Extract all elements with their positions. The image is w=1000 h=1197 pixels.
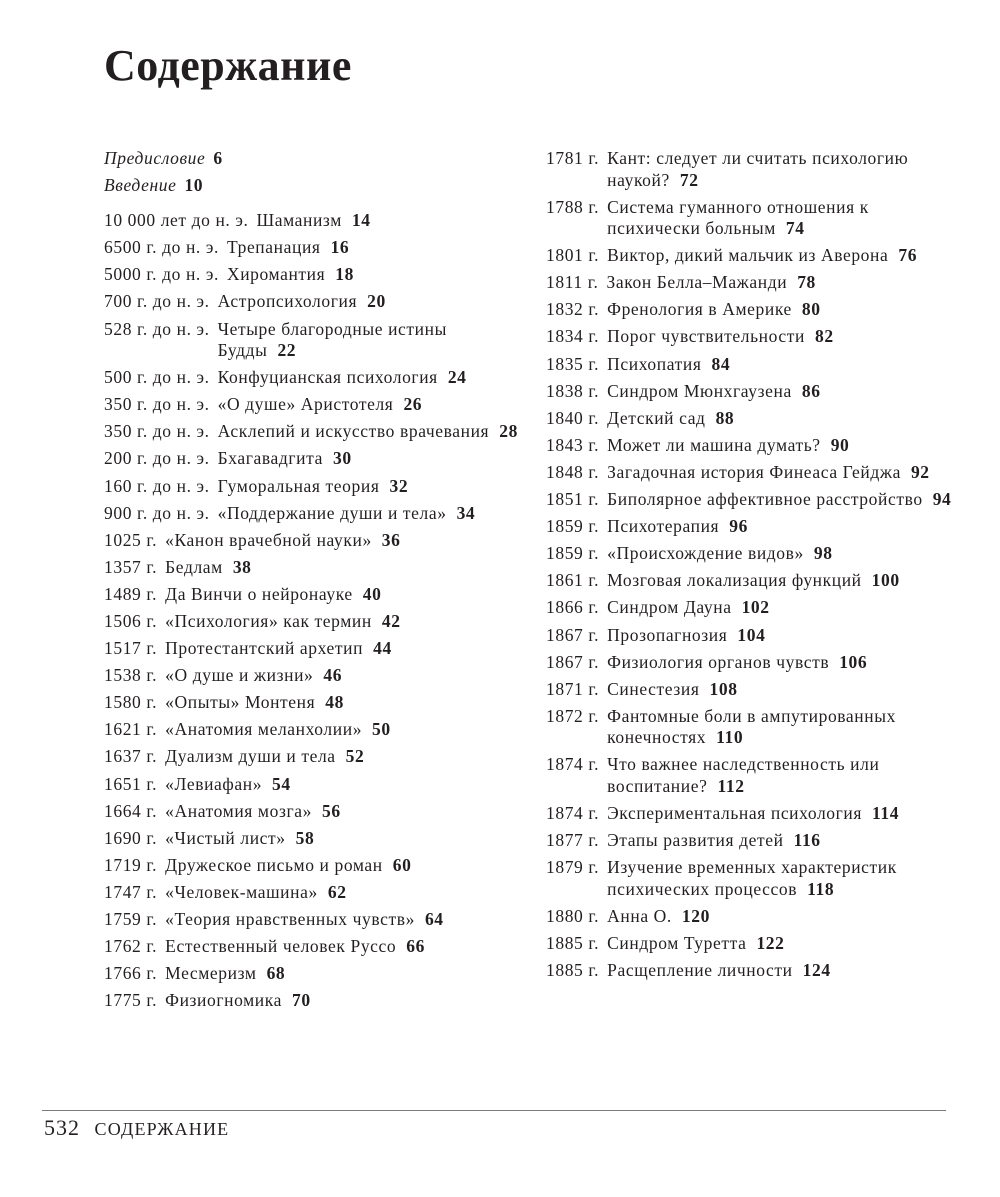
toc-page-number: 122 (756, 932, 785, 953)
toc-entry-title: Система гуманного отношения к психически больным (607, 196, 869, 239)
toc-entry-body (165, 882, 524, 904)
toc-entry-body (165, 990, 524, 1012)
toc-page-number: 92 (910, 461, 930, 482)
toc-entry-title: Шаманизм (256, 210, 342, 231)
toc-page-number: 124 (802, 959, 831, 980)
toc-entry (104, 909, 524, 931)
toc-entry-title: «Анатомия меланхолии» (165, 719, 363, 740)
toc-entry (104, 963, 524, 985)
toc-entry-date: 1621 г. (104, 719, 158, 740)
toc-entry-body (218, 394, 524, 416)
toc-entry-body (607, 830, 956, 852)
toc-entry-title: «Опыты» Монтеня (165, 692, 316, 713)
toc-entry (104, 638, 524, 660)
toc-entry (546, 148, 956, 191)
toc-page-number: 70 (291, 990, 311, 1011)
toc-entry-body (607, 245, 956, 267)
toc-entry-title: Психотерапия (607, 516, 720, 537)
toc-page-number: 118 (807, 878, 835, 899)
toc-entry-body (607, 148, 956, 191)
toc-page-number: 100 (871, 570, 900, 591)
toc-page-number: 80 (801, 299, 821, 320)
toc-entry-date: 1885 г. (546, 959, 600, 980)
toc-entry (104, 584, 524, 606)
toc-entry-title: Синдром Мюнхгаузена (607, 380, 792, 401)
toc-entry (546, 803, 956, 825)
toc-entry (104, 237, 524, 259)
running-footer-label: СОДЕРЖАНИЕ (94, 1119, 230, 1139)
toc-entry-body (607, 933, 956, 955)
toc-page-number: 54 (272, 773, 291, 794)
toc-entry-body (165, 801, 524, 823)
toc-page-number: 58 (295, 827, 315, 848)
intro-list (104, 148, 524, 197)
toc-entry (104, 367, 524, 389)
toc-entry-date: 1357 г. (104, 556, 158, 577)
toc-entry-date: 1651 г. (104, 773, 158, 794)
toc-entry-title: Прозопагнозия (607, 624, 728, 645)
toc-entry-date: 1801 г. (546, 245, 600, 266)
footer-divider (42, 1110, 946, 1111)
toc-entry-body (218, 319, 524, 362)
toc-entry (546, 354, 956, 376)
toc-entry-title: Синдром Туретта (607, 932, 747, 953)
toc-entry (546, 679, 956, 701)
toc-entry-date: 160 г. до н. э. (104, 475, 210, 496)
toc-entry-body (607, 625, 956, 647)
toc-entry-date: 1664 г. (104, 800, 158, 821)
toc-entry-title: Да Винчи о нейронауке (165, 583, 353, 604)
toc-entry-date: 1872 г. (546, 705, 600, 726)
toc-entry-title: Анна О. (607, 905, 672, 926)
toc-entry-title: Изучение временных характеристик психических процессов (607, 857, 897, 899)
toc-entry-date: 700 г. до н. э. (104, 291, 210, 312)
toc-entry (546, 326, 956, 348)
toc-page-number: 120 (681, 905, 710, 926)
toc-page-number: 74 (785, 218, 805, 239)
toc-entry-date: 1781 г. (546, 148, 600, 168)
toc-entry-title: Загадочная история Финеаса Гейджа (607, 461, 901, 482)
toc-entry-date: 1843 г. (546, 434, 600, 455)
toc-entry-body (607, 462, 956, 484)
toc-entry-body (165, 774, 524, 796)
toc-entry-body (607, 299, 956, 321)
toc-entry (546, 272, 956, 294)
toc-page-number: 60 (392, 854, 412, 875)
toc-entry-body (607, 516, 956, 538)
toc-entry (104, 990, 524, 1012)
toc-entry-date: 1811 г. (546, 272, 599, 293)
toc-entry-body (256, 210, 524, 232)
toc-entry-title: Этапы развития детей (607, 830, 784, 851)
toc-page-number: 116 (793, 830, 821, 851)
toc-entry (546, 706, 956, 749)
toc-entry-title: Что важнее наследственность или воспитание? (607, 754, 880, 796)
toc-entry-body (227, 264, 524, 286)
toc-entry (546, 462, 956, 484)
toc-entry-body (165, 584, 524, 606)
toc-page-number: 42 (381, 611, 401, 631)
toc-page-number: 108 (709, 678, 738, 699)
toc-entry (546, 570, 956, 592)
toc-entry-title: Детский сад (607, 407, 706, 428)
toc-entry-body (218, 448, 524, 470)
toc-intro-entry (104, 148, 524, 170)
toc-page-number: 36 (381, 529, 401, 550)
toc-entry-date: 500 г. до н. э. (104, 367, 210, 388)
toc-entry-title: Френология в Америке (607, 299, 792, 320)
toc-page-number: 82 (815, 326, 834, 347)
toc-entry-title: Фантомные боли в ампутированных конечностях (607, 705, 896, 748)
toc-entry-title: Дружеское письмо и роман (165, 854, 383, 875)
toc-entry-body (165, 909, 524, 931)
toc-entry-title: Психопатия (607, 353, 702, 374)
toc-entry (104, 394, 524, 416)
toc-entry-body (607, 197, 956, 240)
toc-entry-date: 1838 г. (546, 380, 600, 401)
toc-page-number: 88 (715, 407, 735, 428)
toc-entry-body (607, 326, 956, 348)
toc-entry-body (165, 692, 524, 714)
toc-entry-title: Закон Белла–Мажанди (606, 272, 788, 293)
toc-entry-date: 528 г. до н. э. (104, 318, 210, 339)
toc-page-number: 62 (327, 881, 347, 902)
toc-entry-body (165, 638, 524, 660)
toc-entry (546, 516, 956, 538)
toc-left-column (104, 148, 524, 1017)
toc-entry-title: «Происхождение видов» (607, 543, 804, 564)
toc-entry-date: 1766 г. (104, 963, 158, 984)
toc-entry-title: Физиогномика (165, 990, 282, 1011)
toc-entry-title: Месмеризм (165, 963, 257, 984)
toc-entry-date: 1506 г. (104, 611, 158, 631)
toc-page-number: 26 (403, 394, 423, 415)
toc-entry (104, 557, 524, 579)
toc-page-number: 38 (232, 556, 252, 577)
toc-entry-body (165, 611, 524, 633)
toc-page-number: 104 (737, 624, 766, 645)
toc-entry-date: 1775 г. (104, 990, 158, 1011)
intro-gap (104, 202, 524, 210)
toc-page-number: 64 (424, 909, 444, 930)
toc-entry-body (607, 354, 956, 376)
toc-entry-date: 1867 г. (546, 651, 600, 672)
toc-entry-date: 1832 г. (546, 299, 600, 320)
toc-entry-title: Мозговая локализация функций (607, 570, 862, 591)
toc-entry-title: «Человек-машина» (165, 881, 318, 902)
toc-entry-date: 6500 г. до н. э. (104, 237, 219, 258)
toc-entry-body (218, 291, 524, 313)
toc-entry-date: 350 г. до н. э. (104, 394, 210, 415)
toc-entry-body (607, 570, 956, 592)
toc-entry-title: Бхагавадгита (217, 448, 323, 469)
toc-entry-date: 200 г. до н. э. (104, 448, 210, 469)
toc-entry-title: Хиромантия (226, 264, 326, 285)
toc-entry (104, 448, 524, 470)
toc-entry (546, 543, 956, 565)
toc-entry (546, 408, 956, 430)
toc-entry (546, 489, 956, 511)
toc-entry-date: 1885 г. (546, 932, 600, 953)
toc-entry-title: Конфуцианская психология (217, 367, 438, 388)
toc-page-number: 50 (372, 719, 391, 740)
toc-entry (104, 936, 524, 958)
toc-entry-body (165, 719, 524, 741)
toc-entry-body (607, 543, 956, 565)
toc-page-number: 56 (321, 800, 341, 821)
toc-entry-body (165, 557, 524, 579)
toc-page-number: 20 (367, 291, 386, 312)
toc-entry (104, 503, 524, 525)
toc-entry-body (607, 754, 956, 797)
toc-page-number: 102 (741, 597, 770, 618)
toc-entry-date: 1690 г. (104, 827, 158, 848)
toc-entry-title: «Левиафан» (165, 773, 263, 794)
toc-page-number: 78 (797, 272, 816, 293)
toc-entry (104, 264, 524, 286)
toc-page-number: 112 (717, 775, 745, 796)
toc-entry-date: 1788 г. (546, 196, 600, 217)
toc-entry (546, 933, 956, 955)
toc-entry (104, 828, 524, 850)
toc-entry-title: Синестезия (607, 678, 700, 699)
toc-entry-date: 1759 г. (104, 909, 158, 930)
toc-entry (546, 830, 956, 852)
toc-page-number: 18 (335, 264, 354, 285)
toc-page-number: 34 (456, 502, 476, 523)
toc-page-number: 76 (898, 245, 918, 266)
toc-entry-body (607, 272, 956, 294)
toc-entry-body (165, 530, 524, 552)
toc-page-number: 66 (406, 936, 425, 957)
toc-entry-title: Биполярное аффективное расстройство (607, 489, 923, 510)
toc-entry-body (607, 597, 956, 619)
toc-page-number: 72 (679, 169, 699, 190)
toc-entry (104, 692, 524, 714)
toc-entry (104, 801, 524, 823)
toc-page-number: 16 (330, 237, 350, 258)
toc-entry-body (607, 652, 956, 674)
toc-entry-date: 1874 г. (546, 754, 600, 775)
toc-page-number: 94 (932, 489, 952, 510)
toc-entry-title: «Канон врачебной науки» (165, 529, 372, 550)
toc-entry-title: Естественный человек Руссо (165, 936, 397, 957)
toc-entry-title: Синдром Дауна (607, 597, 732, 618)
toc-entry-title: Кант: следует ли считать психологию наукой? (607, 148, 909, 190)
toc-entry-title: «Чистый лист» (165, 827, 286, 848)
toc-entry-title: Введение (104, 175, 177, 196)
toc-entry (546, 625, 956, 647)
toc-entry-date: 1637 г. (104, 746, 158, 767)
toc-entry (104, 421, 524, 443)
toc-entry (104, 882, 524, 904)
toc-entry-body (218, 503, 524, 525)
toc-list-right (546, 148, 956, 981)
toc-page-number: 68 (266, 963, 286, 984)
toc-entry-title: Гуморальная теория (217, 475, 380, 496)
toc-page-number: 10 (184, 175, 204, 196)
page-footer (44, 1114, 229, 1143)
toc-entry-date: 1747 г. (104, 881, 158, 902)
toc-page-number: 98 (813, 543, 833, 564)
toc-page-number: 106 (839, 651, 868, 672)
toc-entry-date: 1848 г. (546, 461, 600, 482)
toc-entry (546, 435, 956, 457)
toc-entry-date: 1866 г. (546, 597, 600, 618)
toc-entry-title: Виктор, дикий мальчик из Аверона (607, 245, 889, 266)
toc-entry-title: «О душе и жизни» (165, 665, 314, 686)
toc-entry-date: 1719 г. (104, 854, 158, 875)
toc-right-column (546, 148, 956, 987)
toc-page-number: 84 (711, 353, 731, 374)
toc-entry-date: 5000 г. до н. э. (104, 264, 219, 285)
toc-entry-date: 10 000 лет до н. э. (104, 210, 249, 231)
toc-entry-body (607, 489, 956, 511)
toc-entry-date: 900 г. до н. э. (104, 502, 210, 523)
toc-entry-title: Физиология органов чувств (607, 651, 830, 672)
toc-entry-body (165, 855, 524, 877)
toc-page-number: 44 (373, 638, 392, 659)
toc-entry-date: 1025 г. (104, 529, 158, 550)
toc-entry-body (607, 960, 956, 982)
toc-page-number: 46 (323, 665, 343, 686)
toc-entry-title: Может ли машина думать? (607, 434, 821, 455)
toc-entry-date: 1879 г. (546, 857, 600, 878)
toc-page-number: 28 (499, 421, 518, 442)
toc-entry-body (607, 803, 956, 825)
toc-entry (104, 719, 524, 741)
toc-entry (104, 774, 524, 796)
toc-entry-body (165, 828, 524, 850)
toc-entry (104, 210, 524, 232)
toc-page-number: 22 (277, 340, 297, 361)
toc-entry-title: «О душе» Аристотеля (217, 394, 394, 415)
toc-entry-body (218, 367, 524, 389)
toc-entry-date: 1840 г. (546, 407, 600, 428)
toc-entry (546, 906, 956, 928)
toc-entry-date: 1877 г. (546, 830, 600, 851)
toc-entry-date: 1867 г. (546, 624, 600, 645)
toc-entry-date: 1834 г. (546, 326, 600, 347)
toc-page-number: 40 (362, 583, 382, 604)
toc-entry-body (607, 857, 956, 900)
toc-entry (546, 857, 956, 900)
toc-entry-body (607, 435, 956, 457)
toc-page-number: 48 (325, 692, 344, 713)
toc-entry (104, 291, 524, 313)
toc-entry (104, 611, 524, 633)
toc-entry (104, 530, 524, 552)
toc-page-number: 86 (801, 380, 821, 401)
toc-list-left (104, 210, 524, 1012)
toc-page-number: 6 (213, 148, 223, 168)
toc-entry-title: Бедлам (165, 556, 223, 577)
toc-entry (546, 754, 956, 797)
toc-entry-date: 1851 г. (546, 489, 600, 510)
toc-entry-title: Предисловие (104, 148, 206, 168)
toc-entry-title: «Анатомия мозга» (165, 800, 312, 821)
toc-entry (104, 319, 524, 362)
toc-entry-date: 1874 г. (546, 802, 600, 823)
toc-entry (546, 652, 956, 674)
toc-entry (546, 197, 956, 240)
toc-entry-body (165, 963, 524, 985)
toc-entry-date: 1859 г. (546, 543, 600, 564)
toc-entry-date: 350 г. до н. э. (104, 421, 210, 442)
toc-entry-date: 1538 г. (104, 665, 158, 686)
toc-page-number: 52 (345, 746, 365, 767)
toc-page-number: 24 (447, 367, 467, 388)
toc-page-number: 90 (830, 434, 850, 455)
toc-page-number: 14 (351, 210, 371, 231)
toc-entry-date: 1861 г. (546, 570, 600, 591)
toc-page-number: 96 (729, 516, 748, 537)
page-number: 532 (44, 1115, 80, 1140)
toc-entry (104, 855, 524, 877)
toc-entry-title: Дуализм души и тела (165, 746, 336, 767)
toc-entry-date: 1871 г. (546, 678, 600, 699)
toc-page-number: 114 (872, 802, 900, 823)
toc-intro-entry (104, 175, 524, 197)
toc-entry-body (165, 936, 524, 958)
toc-entry (546, 597, 956, 619)
toc-entry-title: Протестантский архетип (165, 638, 364, 659)
toc-entry-body (165, 746, 524, 768)
toc-entry-title: Экспериментальная психология (607, 802, 863, 823)
toc-entry-date: 1489 г. (104, 583, 158, 604)
toc-entry-date: 1517 г. (104, 638, 158, 659)
toc-entry (546, 960, 956, 982)
toc-entry (104, 665, 524, 687)
toc-entry-title: Порог чувствительности (607, 326, 806, 347)
toc-entry-title: «Психология» как термин (165, 611, 372, 631)
toc-entry-body (607, 679, 956, 701)
toc-entry-title: Расщепление личности (607, 959, 793, 980)
toc-entry-date: 1580 г. (104, 692, 158, 713)
toc-entry-title: «Поддержание души и тела» (217, 502, 447, 523)
toc-entry-date: 1859 г. (546, 516, 600, 537)
toc-entry (104, 746, 524, 768)
toc-entry-title: Четыре благородные истины Будды (217, 318, 447, 361)
toc-page-number: 110 (716, 727, 744, 748)
toc-page-number: 30 (332, 448, 352, 469)
toc-entry (546, 299, 956, 321)
page-title: Содержание (104, 41, 352, 90)
toc-entry-body (218, 421, 524, 443)
toc-entry-body (218, 476, 524, 498)
toc-page-number: 32 (389, 475, 409, 496)
toc-entry-body (607, 408, 956, 430)
toc-entry (104, 476, 524, 498)
toc-entry-date: 1835 г. (546, 353, 600, 374)
toc-entry-date: 1880 г. (546, 905, 600, 926)
toc-entry (546, 381, 956, 403)
toc-entry-title: «Теория нравственных чувств» (165, 909, 415, 930)
toc-entry-title: Астропсихология (217, 291, 358, 312)
toc-entry-body (607, 706, 956, 749)
toc-entry-body (607, 906, 956, 928)
toc-entry-title: Асклепий и искусство врачевания (217, 421, 490, 442)
toc-entry-body (227, 237, 524, 259)
toc-entry-body (607, 381, 956, 403)
toc-entry (546, 245, 956, 267)
toc-entry-title: Трепанация (226, 237, 321, 258)
toc-entry-body (165, 665, 524, 687)
toc-entry-date: 1762 г. (104, 936, 158, 957)
